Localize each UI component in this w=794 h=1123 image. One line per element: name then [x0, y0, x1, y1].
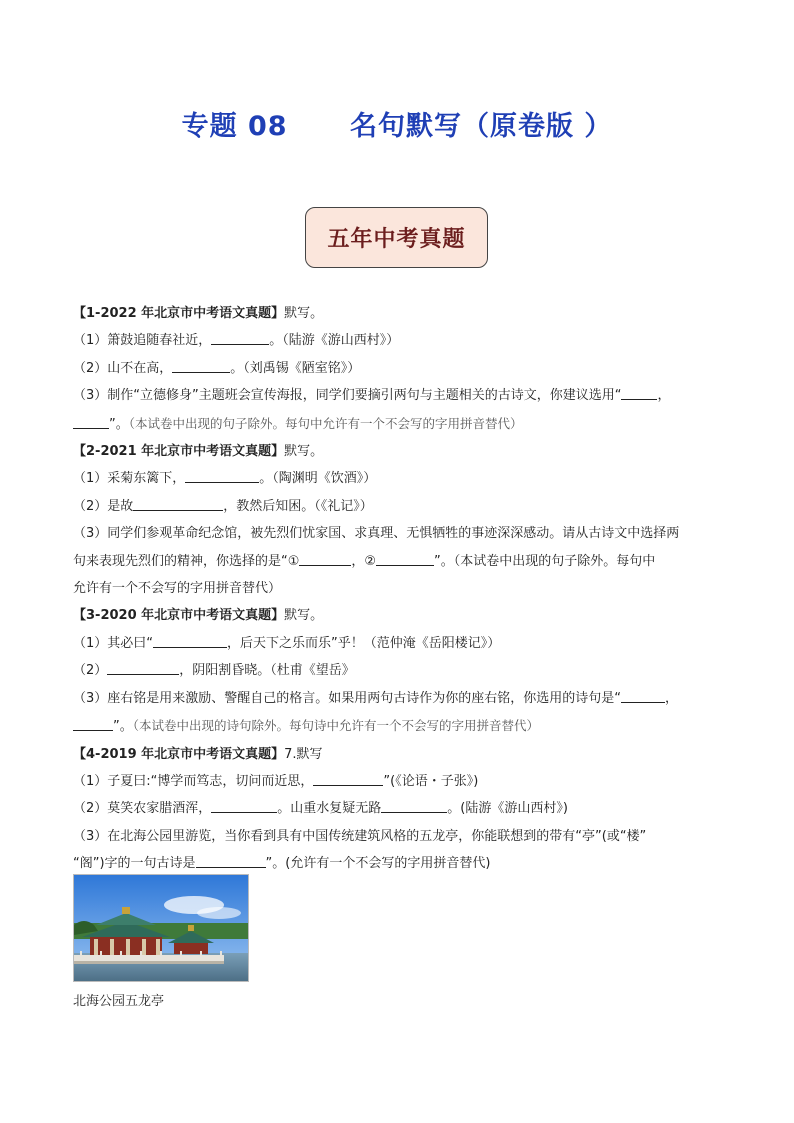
answer-blank[interactable] — [107, 660, 179, 675]
answer-blank[interactable] — [211, 330, 269, 345]
question-3-item-1: （1）其必曰“ ，后天下之乐而乐”乎！（范仲淹《岳阳楼记》） — [73, 630, 727, 657]
photo-caption: 北海公园五龙亭 — [73, 994, 165, 1009]
question-4-item-3: （3）在北海公园里游览，当你看到具有中国传统建筑风格的五龙亭，你能联想到的带有“亭”(或“楼” — [73, 828, 647, 844]
answer-blank[interactable] — [172, 358, 230, 373]
question-3-item-2: （2） ，阴阳割昏晓。（杜甫《望岳》 — [73, 657, 727, 684]
answer-blank[interactable] — [313, 771, 383, 786]
answer-blank[interactable] — [381, 798, 447, 813]
question-2-heading: 【2-2021 年北京市中考语文真题】默写。 — [73, 444, 324, 460]
answer-blank[interactable] — [621, 688, 665, 703]
page-title: 专题 08 名句默写（原卷版 ） — [181, 111, 613, 142]
section-heading-box — [305, 207, 488, 268]
questions-content — [73, 300, 727, 878]
answer-blank[interactable] — [196, 853, 266, 868]
pavilion-photo — [73, 874, 249, 982]
answer-blank[interactable] — [73, 716, 113, 731]
answer-blank[interactable] — [299, 551, 351, 566]
answer-blank[interactable] — [153, 633, 227, 648]
question-4-item-2: （2）莫笑农家腊酒浑， 。山重水复疑无路 。(陆游《游山西村》) — [73, 795, 727, 822]
question-4-item-1: （1）子夏曰:“博学而笃志，切问而近思， ”(《论语・子张》) — [73, 768, 727, 795]
question-2-item-3: （3）同学们参观革命纪念馆，被先烈们忧家国、求真理、无惧牺牲的事迹深深感动。请从古诗文中选择两 — [73, 526, 680, 542]
question-1-item-3-cont: ”。（本试卷中出现的句子除外。每句中允许有一个不会写的字用拼音替代） — [73, 410, 727, 438]
question-3-heading: 【3-2020 年北京市中考语文真题】默写。 — [73, 608, 324, 624]
question-2-item-1: （1）采菊东篱下， 。（陶渊明《饮酒》） — [73, 465, 727, 492]
question-4-heading: 【4-2019 年北京市中考语文真题】7.默写 — [73, 746, 323, 762]
answer-blank[interactable] — [185, 468, 259, 483]
question-1-item-2: （2）山不在高， 。（刘禹锡《陋室铭》） — [73, 355, 727, 382]
answer-blank[interactable] — [211, 798, 277, 813]
answer-blank[interactable] — [73, 414, 109, 429]
question-2-item-2: （2）是故 ，教然后知困。（《礼记》） — [73, 493, 727, 520]
question-1-item-1: （1）箫鼓追随春社近， 。（陆游《游山西村》） — [73, 327, 727, 354]
question-2-item-3-cont2: 允许有一个不会写的字用拼音替代） — [73, 581, 282, 597]
answer-blank[interactable] — [621, 385, 657, 400]
question-3-item-3-cont: ”。（本试卷中出现的诗句除外。每句诗中允许有一个不会写的字用拼音替代） — [73, 712, 727, 740]
answer-blank[interactable] — [133, 496, 223, 511]
section-heading: 五年中考真题 — [327, 226, 466, 252]
answer-blank[interactable] — [376, 551, 434, 566]
question-1-item-3: （3）制作“立德修身”主题班会宣传海报，同学们要摘引两句与主题相关的古诗文，你建议选用“ ， — [73, 382, 727, 409]
question-2-item-3-cont: 句来表现先烈们的精神，你选择的是“① ，② ”。（本试卷中出现的句子除外。每句中 — [73, 548, 727, 575]
question-4-item-3-cont: “阁”)字的一句古诗是 ”。(允许有一个不会写的字用拼音替代) — [73, 850, 727, 877]
question-1-heading: 【1-2022 年北京市中考语文真题】默写。 — [73, 306, 324, 321]
question-3-item-3: （3）座右铭是用来激励、警醒自己的格言。如果用两句古诗作为你的座右铭，你选用的诗句是“ ， — [73, 685, 727, 712]
